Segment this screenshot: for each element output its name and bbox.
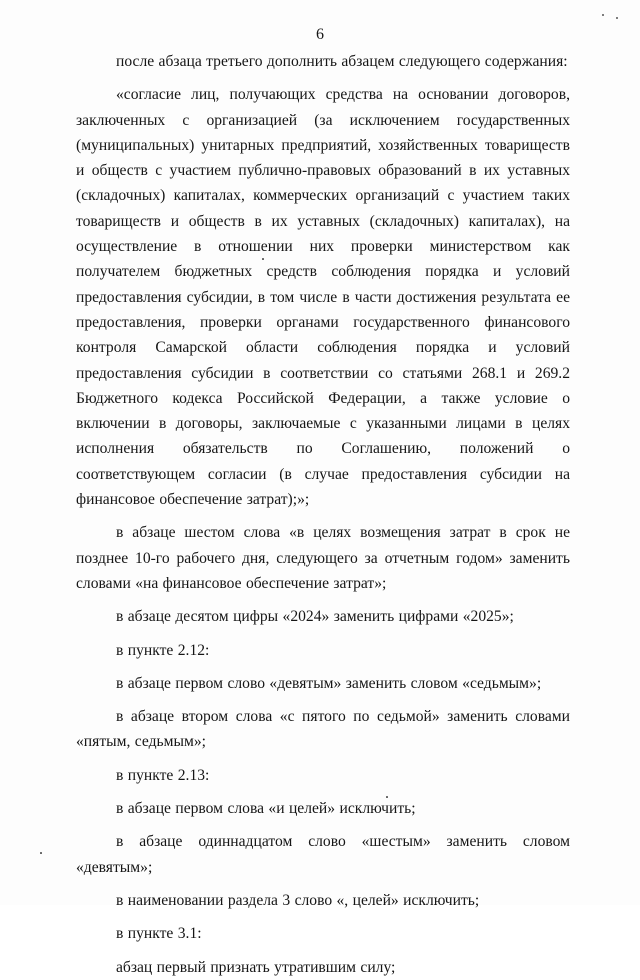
document-body [76,49,570,980]
paragraph-8: в пункте 2.13: [116,766,210,784]
paragraph-13: абзац первый признать утратившим силу; [116,958,396,976]
scan-speck [262,258,264,260]
paragraph-3: в абзаце шестом слова «в целях возмещения затрат в срок не позднее 10-го рабочего дня, следующего за отчетным годом» заменить словами «на финансовое обеспечение затрат»; [76,524,570,592]
scan-speck [40,852,42,854]
scan-speck [386,796,388,798]
scan-speck [602,14,604,16]
paragraph-gap [76,913,570,921]
paragraph-gap [76,74,570,82]
paragraph-gap [76,788,570,796]
paragraph-gap [76,880,570,888]
paragraph-gap [76,821,570,829]
paragraph-9: в абзаце первом слова «и целей» исключить; [116,800,416,818]
page-number: 6 [316,26,324,43]
paragraph-gap [76,630,570,638]
scan-speck [616,17,618,19]
paragraph-12: в пункте 3.1: [116,925,202,943]
paragraph-10: в абзаце одиннадцатом слово «шестым» заменить словом «девятым»; [76,833,570,876]
paragraph-11: в наименовании раздела 3 слово «, целей» исключить; [116,891,480,909]
paragraph-gap [76,947,570,955]
paragraph-gap [76,755,570,763]
paragraph-gap [76,663,570,671]
paragraph-6: в абзаце первом слово «девятым» заменить словом «седьмым»; [116,674,542,692]
paragraph-2: «согласие лиц, получающих средства на основании договоров, заключенных с организацией (за исключением государственных (муниципальных) унитарных предприятий, хозяйственных товариществ и обществ с участием публично-правовых образований в их уставных (складочных) капиталах, коммерческих организаций с участием таких товариществ и обществ в их уставных (складочных) капиталах), на осуществление в отношении них проверки министерством как получателем бюджетных средств соблюдения порядка и условий предоставления субсидии, в том числе в части достижения результата ее предоставления, проверки органами государственного финансового контроля Самарской области соблюдения порядка и условий предоставления субсидии в соответствии со статьями 268.1 и 269.2 Бюджетного кодекса Российской Федерации, а также условие о включении в договоры, заключаемые с указанными лицами в целях исполнения обязательств по Соглашению, положений о соответствующем согласии (в случае предоставления субсидии на финансовое обеспечение затрат);»; [76,86,570,509]
paragraph-7: в абзаце втором слова «с пятого по седьмой» заменить словами «пятым, седьмым»; [76,708,570,751]
paragraph-4: в абзаце десятом цифры «2024» заменить цифрами «2025»; [116,608,514,626]
paragraph-5: в пункте 2.12: [116,641,210,659]
paragraph-gap [76,596,570,604]
paragraph-1: после абзаца третьего дополнить абзацем следующего содержания: [116,53,568,70]
paragraph-gap [76,696,570,704]
paragraph-gap [76,512,570,520]
